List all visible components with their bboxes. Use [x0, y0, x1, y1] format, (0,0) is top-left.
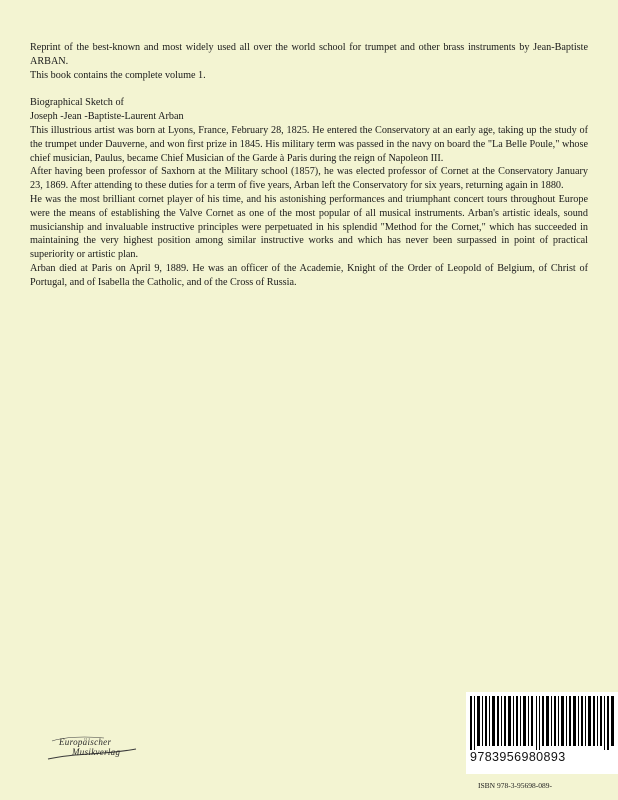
bio-subject: Joseph -Jean -Baptiste-Laurent Arban	[30, 111, 184, 123]
barcode-bars-icon	[470, 696, 616, 750]
bio-heading: Biographical Sketch of	[30, 97, 124, 109]
barcode	[466, 692, 618, 774]
intro-volume-note: This book contains the complete volume 1.	[30, 69, 206, 81]
barcode-digits: 9783956980893	[470, 750, 566, 764]
bio-paragraph-2: After having been professor of Saxhorn at the Military school (1857), he was elected professor of Cornet at the Conservatory January 23, 1869. After attending to these duties for a term of five years, Arban left the Conservatory for six years, returning again in 1880.	[30, 166, 588, 192]
isbn-number: ISBN 978-3-95698-089-	[478, 781, 552, 790]
intro-text: Reprint of the best-known and most widely used all over the world school for trumpet and other brass instruments by Jean-Baptiste ARBAN.	[30, 42, 588, 67]
publisher-name-line1: Europäischer	[59, 737, 112, 747]
spacer	[30, 82, 588, 96]
bio-paragraph-1: This illustrious artist was born at Lyons, France, February 28, 1825. He entered the Conservatory at an early age, taking up the study of the trumpet under Dauverne, and won first prize in 1845. His military term was passed in the navy on board the "La Belle Poule," whose chief musician, Paulus, became Chief Musician of the Garde à Paris during the reign of Napoleon III.	[30, 124, 588, 164]
bio-paragraph-4: Arban died at Paris on April 9, 1889. He was an officer of the Academie, Knight of the Order of Leopold of Belgium, of Christ of Portugal, and of Isabella the Catholic, and of the Cross of Russia.	[30, 262, 588, 288]
publisher-logo	[44, 733, 144, 763]
cover-text	[30, 41, 588, 290]
publisher-name-line2: Musikverlag	[72, 747, 121, 757]
bio-paragraph-3: He was the most brilliant cornet player of his time, and his astonishing performances and triumphant concert tours throughout Europe were the means of establishing the Valve Cornet as one of the most popular of all musical instruments. Arban's artistic ideals, sound musicianship and invaluable instructive principles were perpetuated in his splendid "Method for the Cornet," which has succeeded in maintaining the very highest position among similar instructive works and which has never been surpassed in point of practical superiority or artistic plan.	[30, 193, 588, 261]
